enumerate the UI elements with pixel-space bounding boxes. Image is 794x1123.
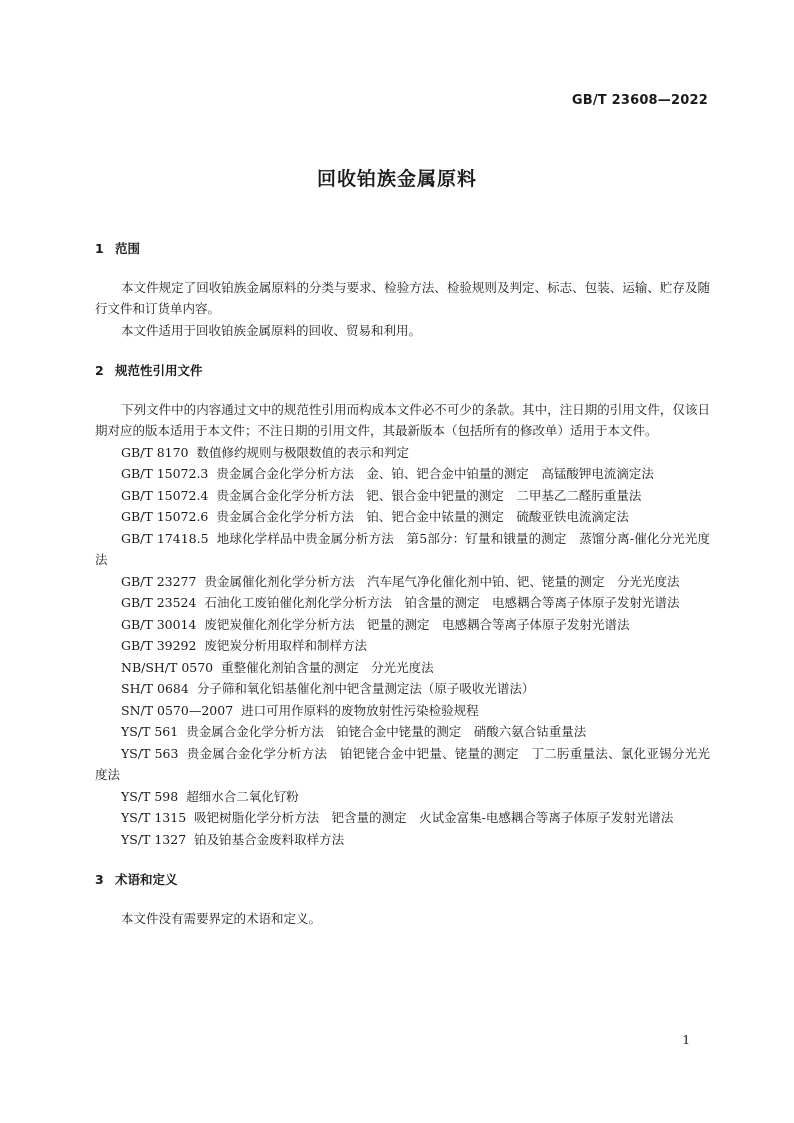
reference-code: YS/T 563 (121, 745, 179, 761)
section-title: 规范性引用文件 (115, 363, 203, 378)
reference-title: 数值修约规则与极限数值的表示和判定 (196, 444, 410, 460)
reference-title: 分子筛和氧化铝基催化剂中钯含量测定法（原子吸收光谱法） (196, 681, 535, 696)
reference-title: 贵金属合金化学分析方法 铂铑合金中铑量的测定 硝酸六氨合钴重量法 (186, 724, 587, 739)
scope-paragraph: 本文件适用于回收铂族金属原料的回收、贸易和利用。 (121, 322, 422, 338)
reference-title: 进口可用作原料的废物放射性污染检验规程 (241, 702, 479, 718)
reference-title: 铂及铂基合金废料取样方法 (194, 831, 345, 847)
scope-paragraph: 本文件规定了回收铂族金属原料的分类与要求、检验方法、检验规则及判定、标志、包装、运输、贮存及随行文件和订货单内容。 (95, 279, 710, 316)
section-heading-normative (95, 360, 710, 382)
reference-title: 贵金属催化剂化学分析方法 汽车尾气净化催化剂中铂、钯、铑量的测定 分光光度法 (204, 573, 680, 589)
section-title: 术语和定义 (115, 872, 178, 887)
reference-code: GB/T 23524 (121, 595, 197, 610)
section-number: 1 (95, 241, 104, 256)
reference-item (95, 807, 710, 829)
reference-item (95, 829, 710, 851)
document-title: 回收铂族金属原料 (316, 168, 477, 190)
reference-code: GB/T 17418.5 (121, 530, 209, 546)
reference-code: GB/T 15072.6 (121, 509, 209, 524)
reference-code: GB/T 30014 (121, 616, 197, 632)
section-number: 3 (95, 872, 104, 887)
reference-code: GB/T 39292 (121, 638, 197, 653)
reference-item (95, 485, 710, 507)
section-heading-scope (95, 238, 710, 260)
reference-code: NB/SH/T 0570 (121, 659, 214, 675)
reference-code: GB/T 15072.4 (121, 487, 209, 503)
section-title: 范围 (115, 241, 141, 256)
reference-code: SN/T 0570—2007 (121, 702, 234, 718)
reference-item (95, 463, 710, 485)
reference-item (95, 743, 710, 786)
page-number: 1 (682, 1033, 690, 1047)
reference-item (95, 700, 710, 722)
reference-item (95, 592, 710, 614)
section-heading-terms (95, 869, 710, 891)
reference-code: YS/T 1315 (121, 810, 187, 825)
reference-title: 贵金属合金化学分析方法 钯、银合金中钯量的测定 二甲基乙二醛肟重量法 (216, 487, 642, 503)
reference-item (95, 528, 710, 571)
terms-paragraph: 本文件没有需要界定的术语和定义。 (121, 910, 322, 926)
reference-item (95, 614, 710, 636)
reference-title: 废钯炭催化剂化学分析方法 钯量的测定 电感耦合等离子体原子发射光谱法 (204, 616, 630, 632)
reference-code: GB/T 15072.3 (121, 466, 209, 481)
reference-item (95, 442, 710, 464)
normative-intro: 下列文件中的内容通过文中的规范性引用而构成本文件必不可少的条款。其中，注日期的引用文件，仅该日期对应的版本适用于本文件；不注日期的引用文件，其最新版本（包括所有的修改单）适用于本文件。 (95, 401, 710, 438)
reference-item (95, 786, 710, 808)
reference-title: 超细水合二氧化钌粉 (186, 788, 299, 804)
reference-title: 地球化学样品中贵金属分析方法 第5部分：钌量和锇量的测定 蒸馏分离-催化分光光度法 (95, 530, 710, 567)
reference-item (95, 571, 710, 593)
section-number: 2 (95, 363, 104, 378)
reference-code: GB/T 8170 (121, 444, 189, 460)
standard-number: GB/T 23608—2022 (571, 93, 708, 108)
document-body (95, 238, 710, 929)
reference-code: YS/T 561 (121, 724, 179, 739)
reference-title: 贵金属合金化学分析方法 铂钯铑合金中钯量、铑量的测定 丁二肟重量法、氯化亚锡分光光度法 (95, 745, 710, 782)
reference-title: 废钯炭分析用取样和制样方法 (204, 638, 367, 653)
reference-item (95, 721, 710, 743)
reference-code: YS/T 598 (121, 788, 179, 804)
reference-title: 重整催化剂铂含量的测定 分光光度法 (221, 659, 434, 675)
reference-list (95, 442, 710, 851)
reference-code: YS/T 1327 (121, 831, 187, 847)
reference-item (95, 635, 710, 657)
reference-title: 吸钯树脂化学分析方法 钯含量的测定 火试金富集-电感耦合等离子体原子发射光谱法 (194, 810, 674, 825)
reference-code: GB/T 23277 (121, 573, 197, 589)
reference-code: SH/T 0684 (121, 681, 189, 696)
reference-item (95, 506, 710, 528)
reference-title: 贵金属合金化学分析方法 金、铂、钯合金中铂量的测定 高锰酸钾电流滴定法 (216, 466, 654, 481)
reference-title: 石油化工废铂催化剂化学分析方法 铂含量的测定 电感耦合等离子体原子发射光谱法 (204, 595, 680, 610)
reference-item (95, 657, 710, 679)
reference-item (95, 678, 710, 700)
reference-title: 贵金属合金化学分析方法 铂、钯合金中铱量的测定 硫酸亚铁电流滴定法 (216, 509, 629, 524)
